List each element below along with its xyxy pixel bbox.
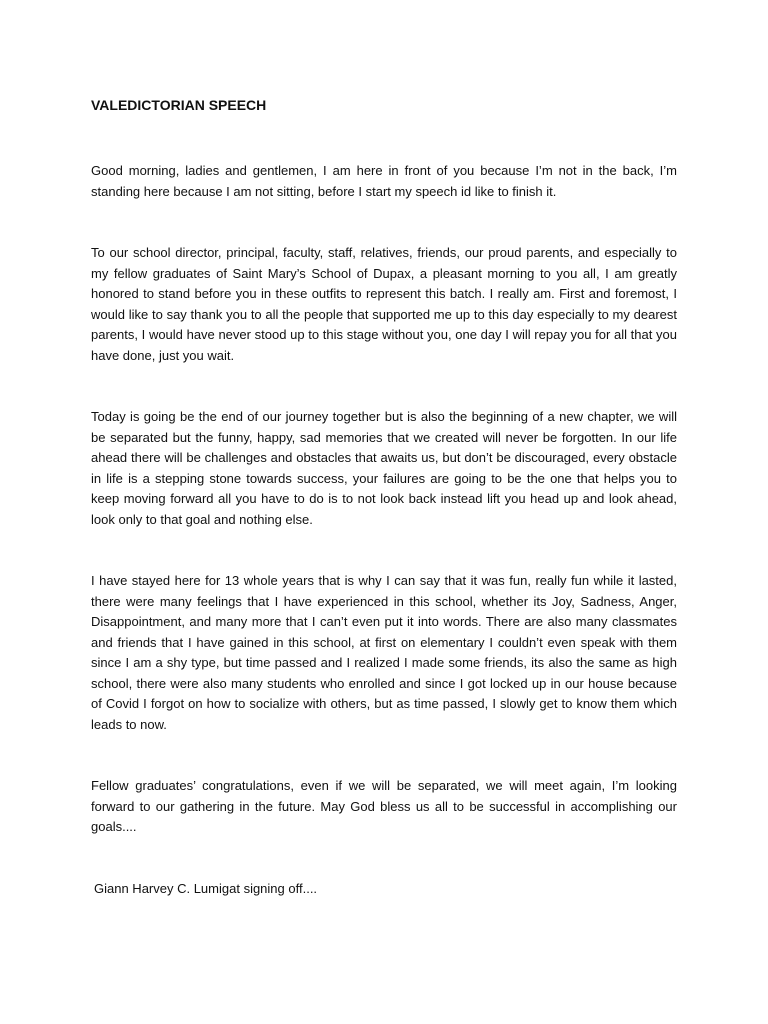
document-title: VALEDICTORIAN SPEECH [91,97,267,113]
paragraph-memories: I have stayed here for 13 whole years that is why I can say that it was fun, really fun while it lasted, there were many feelings that I have experienced in this school, whether its Joy, Sadness, Anger, Disappointment, and many more that I can’t even put it into words. There are also many classmates and friends that I have gained in this school, at first on elementary I couldn’t even speak with them since I am a shy type, but time passed and I realized I made some friends, its also the same as high school, there were also many students who enrolled and since I got locked up in our house because of Covid I forgot on how to socialize with others, but as time passed, I slowly get to know them which leads to now. [91,573,677,732]
paragraph-greeting: Good morning, ladies and gentlemen, I am here in front of you because I’m not in the back, I’m standing here because I am not sitting, before I start my speech id like to finish it. [91,163,677,199]
paragraph-congratulations: Fellow graduates’ congratulations, even if we will be separated, we will meet again, I’m looking forward to our gathering in the future. May God bless us all to be successful in accomplishing our goals.... [91,778,677,834]
signoff-line: Giann Harvey C. Lumigat signing off.... [94,880,318,896]
paragraph-journey: Today is going be the end of our journey together but is also the beginning of a new chapter, we will be separated but the funny, happy, sad memories that we created will never be forgotten. In our life ahead there will be challenges and obstacles that awaits us, but don’t be discouraged, every obstacle in life is a stepping stone towards success, your failures are going to be the one that helps you to keep moving forward all you have to do is to not look back instead lift you head up and look ahead, look only to that goal and nothing else. [91,409,677,527]
document-page [91,96,677,899]
paragraph-acknowledgements: To our school director, principal, faculty, staff, relatives, friends, our proud parents, and especially to my fellow graduates of Saint Mary’s School of Dupax, a pleasant morning to you all, I am greatly honored to stand before you in these outfits to represent this batch. I really am. First and foremost, I would like to say thank you to all the people that supported me up to this day especially to my dearest parents, I would have never stood up to this stage without you, one day I will repay you for all that you have done, just you wait. [91,245,677,363]
